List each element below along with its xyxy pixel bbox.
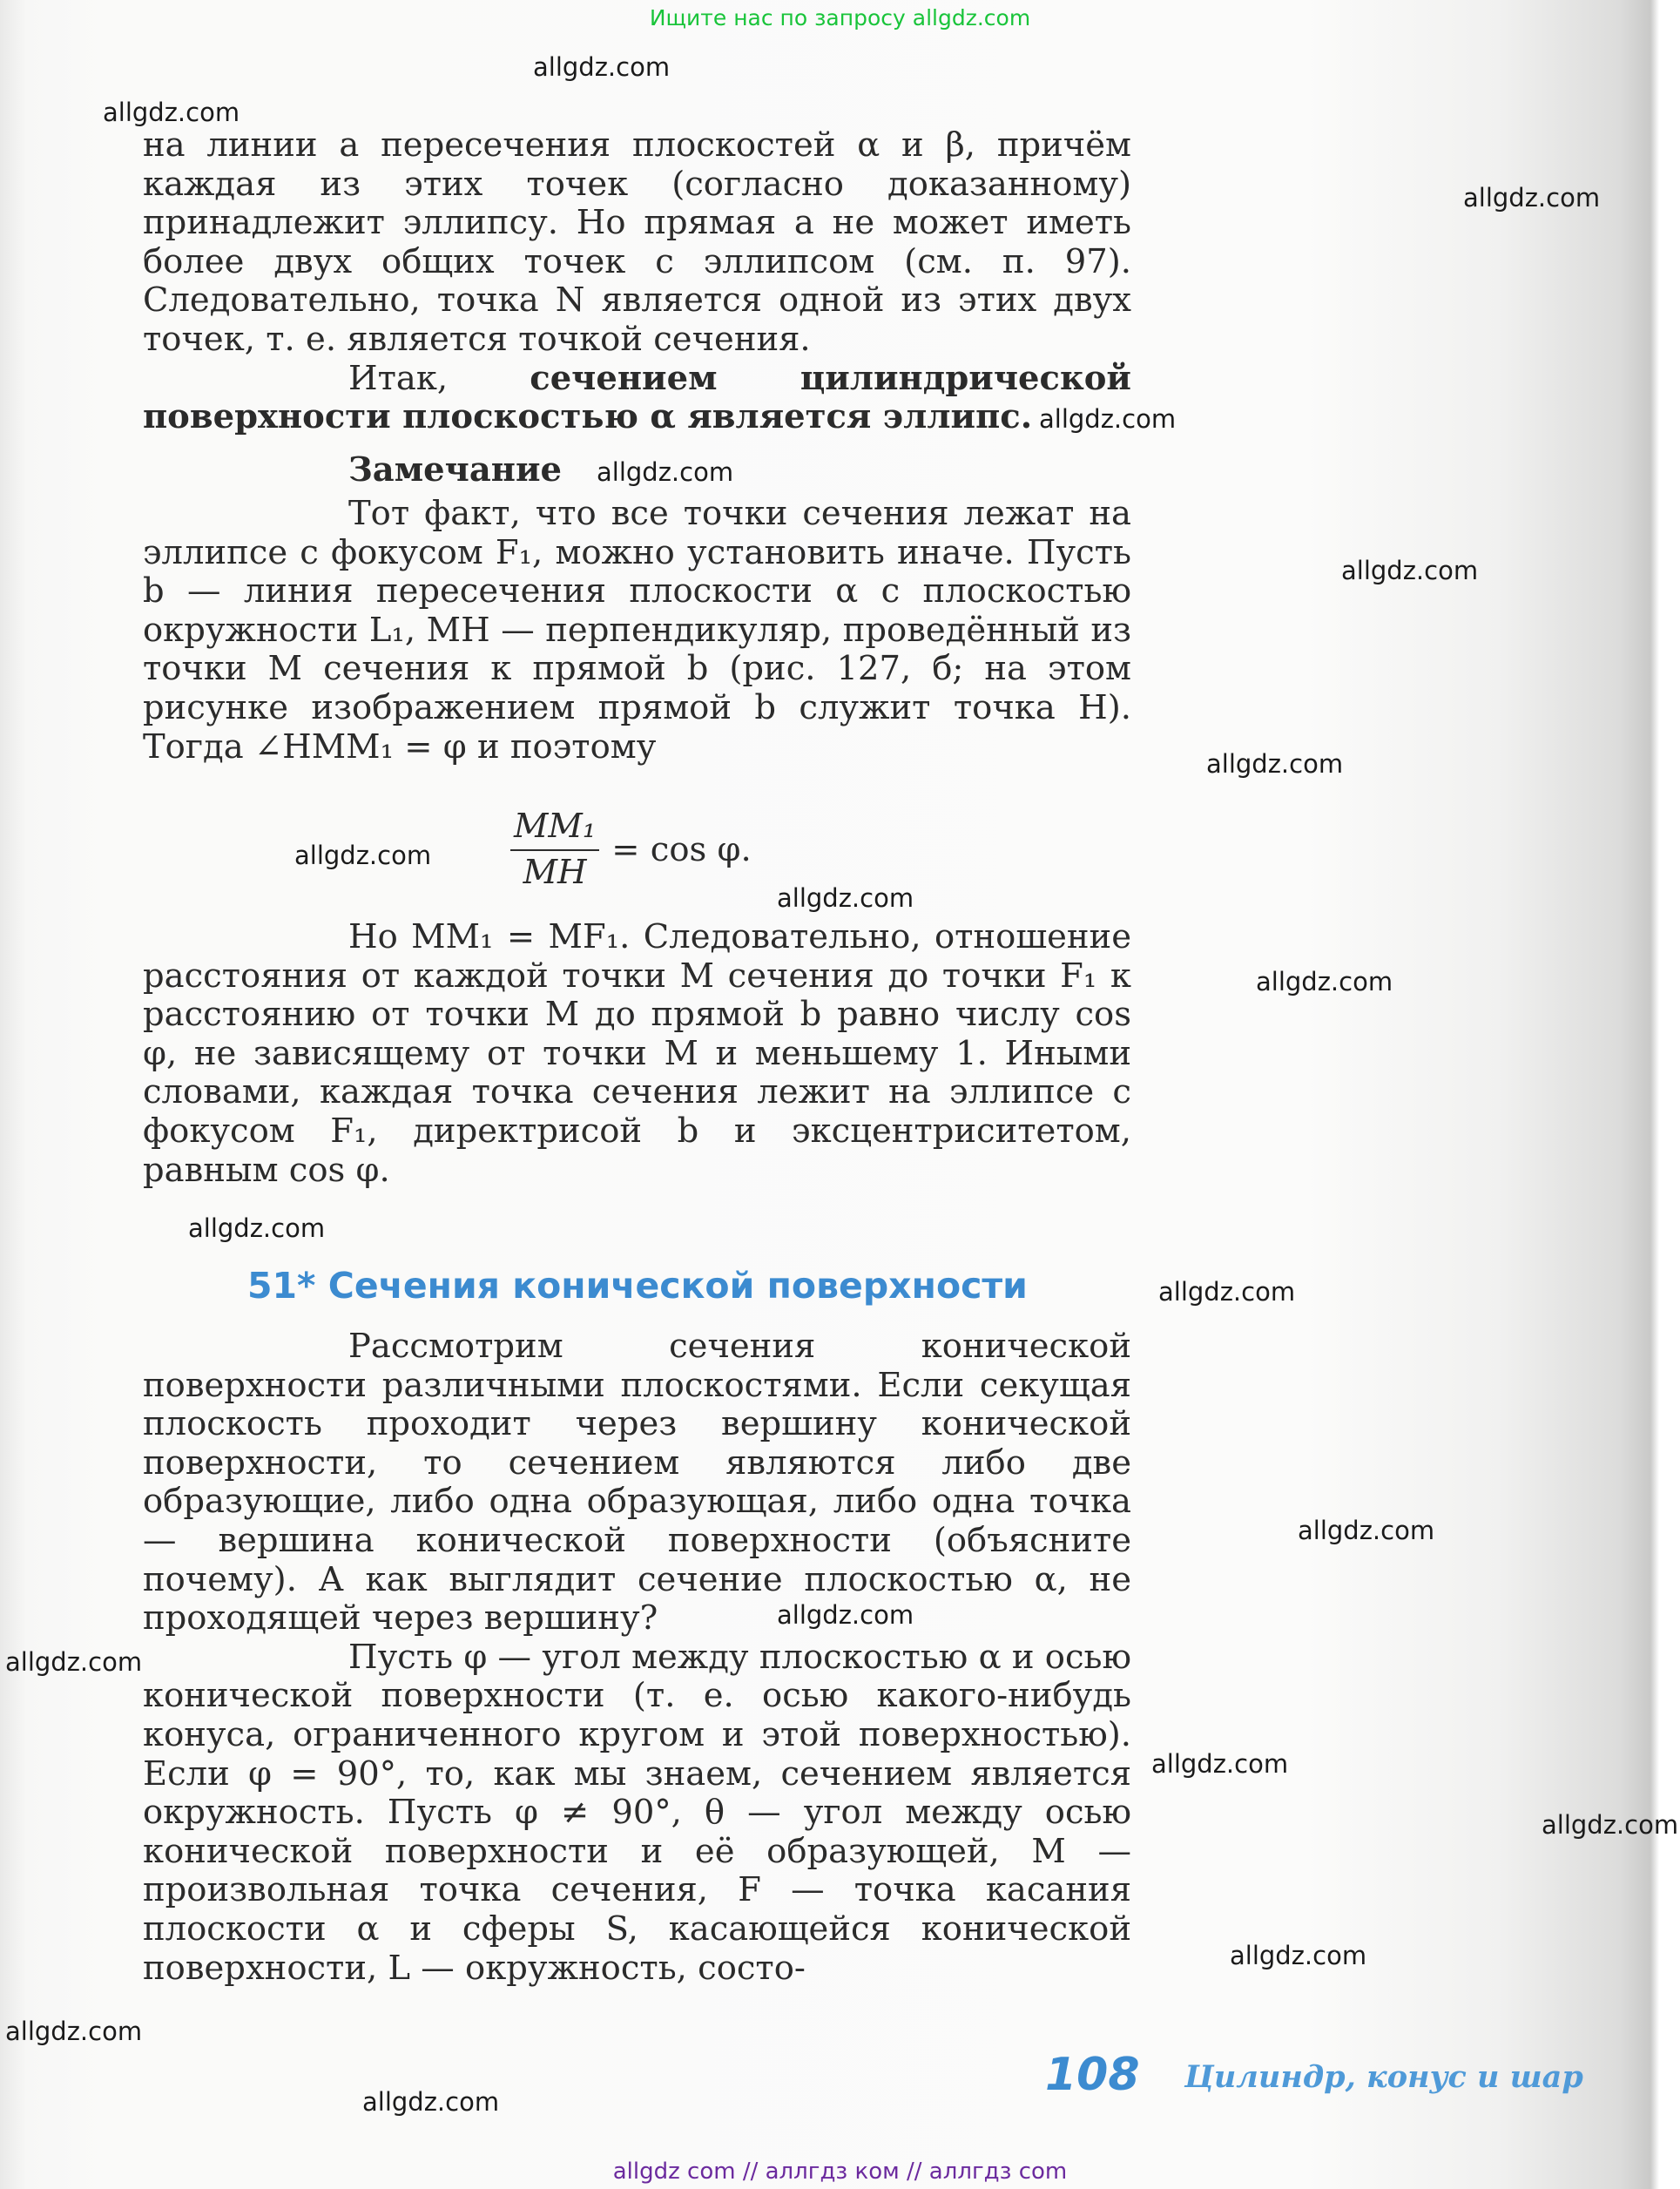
section-heading: 51* Сечения конической поверхности xyxy=(247,1265,1028,1307)
watermark: allgdz.com xyxy=(5,2017,143,2046)
watermark: allgdz.com xyxy=(1151,1749,1289,1779)
paragraph-conclusion xyxy=(143,360,1131,437)
watermark: allgdz.com xyxy=(1542,1810,1679,1840)
watermark: allgdz.com xyxy=(533,52,671,82)
watermark: allgdz.com xyxy=(1463,183,1601,213)
formula-numerator: MM₁ xyxy=(510,807,599,851)
page-number: 108 xyxy=(1045,2049,1140,2101)
formula-rhs: = cos φ. xyxy=(611,829,752,869)
watermark: allgdz.com xyxy=(188,1213,326,1243)
top-search-banner[interactable]: Ищите нас по запросу allgdz.com xyxy=(649,5,1031,30)
paragraph-conic-sections: Рассмотрим сечения конической поверхности различными плоскостями. Если секущая плоскость проходит через вершину конической поверхности, то сечением являются либо две образующие, либо одна образующая, либо одна точка — вершина конической поверхности (объясните почему). А как выглядит сечение плоскостью α, не проходящей через вершину? xyxy=(143,1327,1131,1638)
watermark: allgdz.com xyxy=(5,1647,143,1677)
watermark: allgdz.com xyxy=(1039,404,1177,434)
watermark: allgdz.com xyxy=(1341,556,1479,585)
formula-denominator: MH xyxy=(523,853,587,892)
text-block-2 xyxy=(143,918,1131,1190)
formula-fraction xyxy=(510,807,599,892)
watermark: allgdz.com xyxy=(1256,967,1393,997)
formula-cos-phi xyxy=(510,807,752,892)
conclusion-lead: Итак, xyxy=(348,358,530,398)
paragraph-eccentricity: Но MM₁ = MF₁. Следовательно, отношение расстояния от каждой точки M сечения до точки F₁ к расстоянию от точки M до прямой b равно числу cos φ, не зависящему от точки M и меньшему 1. Иными словами, каждая точка сечения лежит на эллипсе с фокусом F₁, директрисой b и эксцентриситетом, равным cos φ. xyxy=(143,917,1131,1190)
watermark: allgdz.com xyxy=(777,883,914,913)
note-heading: Замечание xyxy=(348,450,563,490)
paragraph-line-intersection: на линии a пересечения плоскостей α и β, причём каждая из этих точек (согласно доказанному) принадлежит эллипсу. Но прямая a не может иметь более двух общих точек с эллипсом (см. п. 97). Следовательно, точка N является одной из этих двух точек, т. е. является точкой сечения. xyxy=(143,125,1131,359)
conclusion-bold: сечением цилиндрической поверхности плоскостью α является эллипс. xyxy=(143,358,1131,437)
watermark: allgdz.com xyxy=(597,457,734,487)
watermark: allgdz.com xyxy=(1206,749,1344,779)
watermark: allgdz.com xyxy=(294,841,432,870)
watermark: allgdz.com xyxy=(1158,1277,1296,1307)
watermark: allgdz.com xyxy=(103,98,240,127)
watermark: allgdz.com xyxy=(777,1600,914,1630)
note-block xyxy=(143,495,1131,767)
chapter-title: Цилиндр, конус и шар xyxy=(1184,2059,1583,2095)
text-block-1 xyxy=(143,126,1131,437)
watermark: allgdz.com xyxy=(1298,1516,1435,1545)
paragraph-phi-angle: Пусть φ — угол между плоскостью α и осью конической поверхности (т. е. осью какого-нибудь конуса, ограниченного кругом и этой поверхностью). Если φ = 90°, то, как мы знаем, сечением является окружность. Пусть φ ≠ 90°, θ — угол между осью конической поверхности и её образующей, M — произвольная точка сечения, F — точка касания плоскости α и сферы S, касающейся конической поверхности, L — окружность, состо- xyxy=(143,1637,1131,1988)
watermark: allgdz.com xyxy=(1230,1941,1367,1970)
section-body xyxy=(143,1328,1131,1988)
watermark: allgdz.com xyxy=(362,2087,500,2117)
paragraph-note: Тот факт, что все точки сечения лежат на эллипсе с фокусом F₁, можно установить иначе. Пусть b — линия пересечения плоскости α с плоскостью окружности L₁, MH — перпендикуляр, проведённый из точки M сечения к прямой b (рис. 127, б; на этом рисунке изображением прямой b служит точка H). Тогда ∠HMM₁ = φ и поэтому xyxy=(143,494,1131,767)
bottom-site-banner[interactable]: allgdz com // аллгдз ком // аллгдз com xyxy=(612,2159,1068,2185)
